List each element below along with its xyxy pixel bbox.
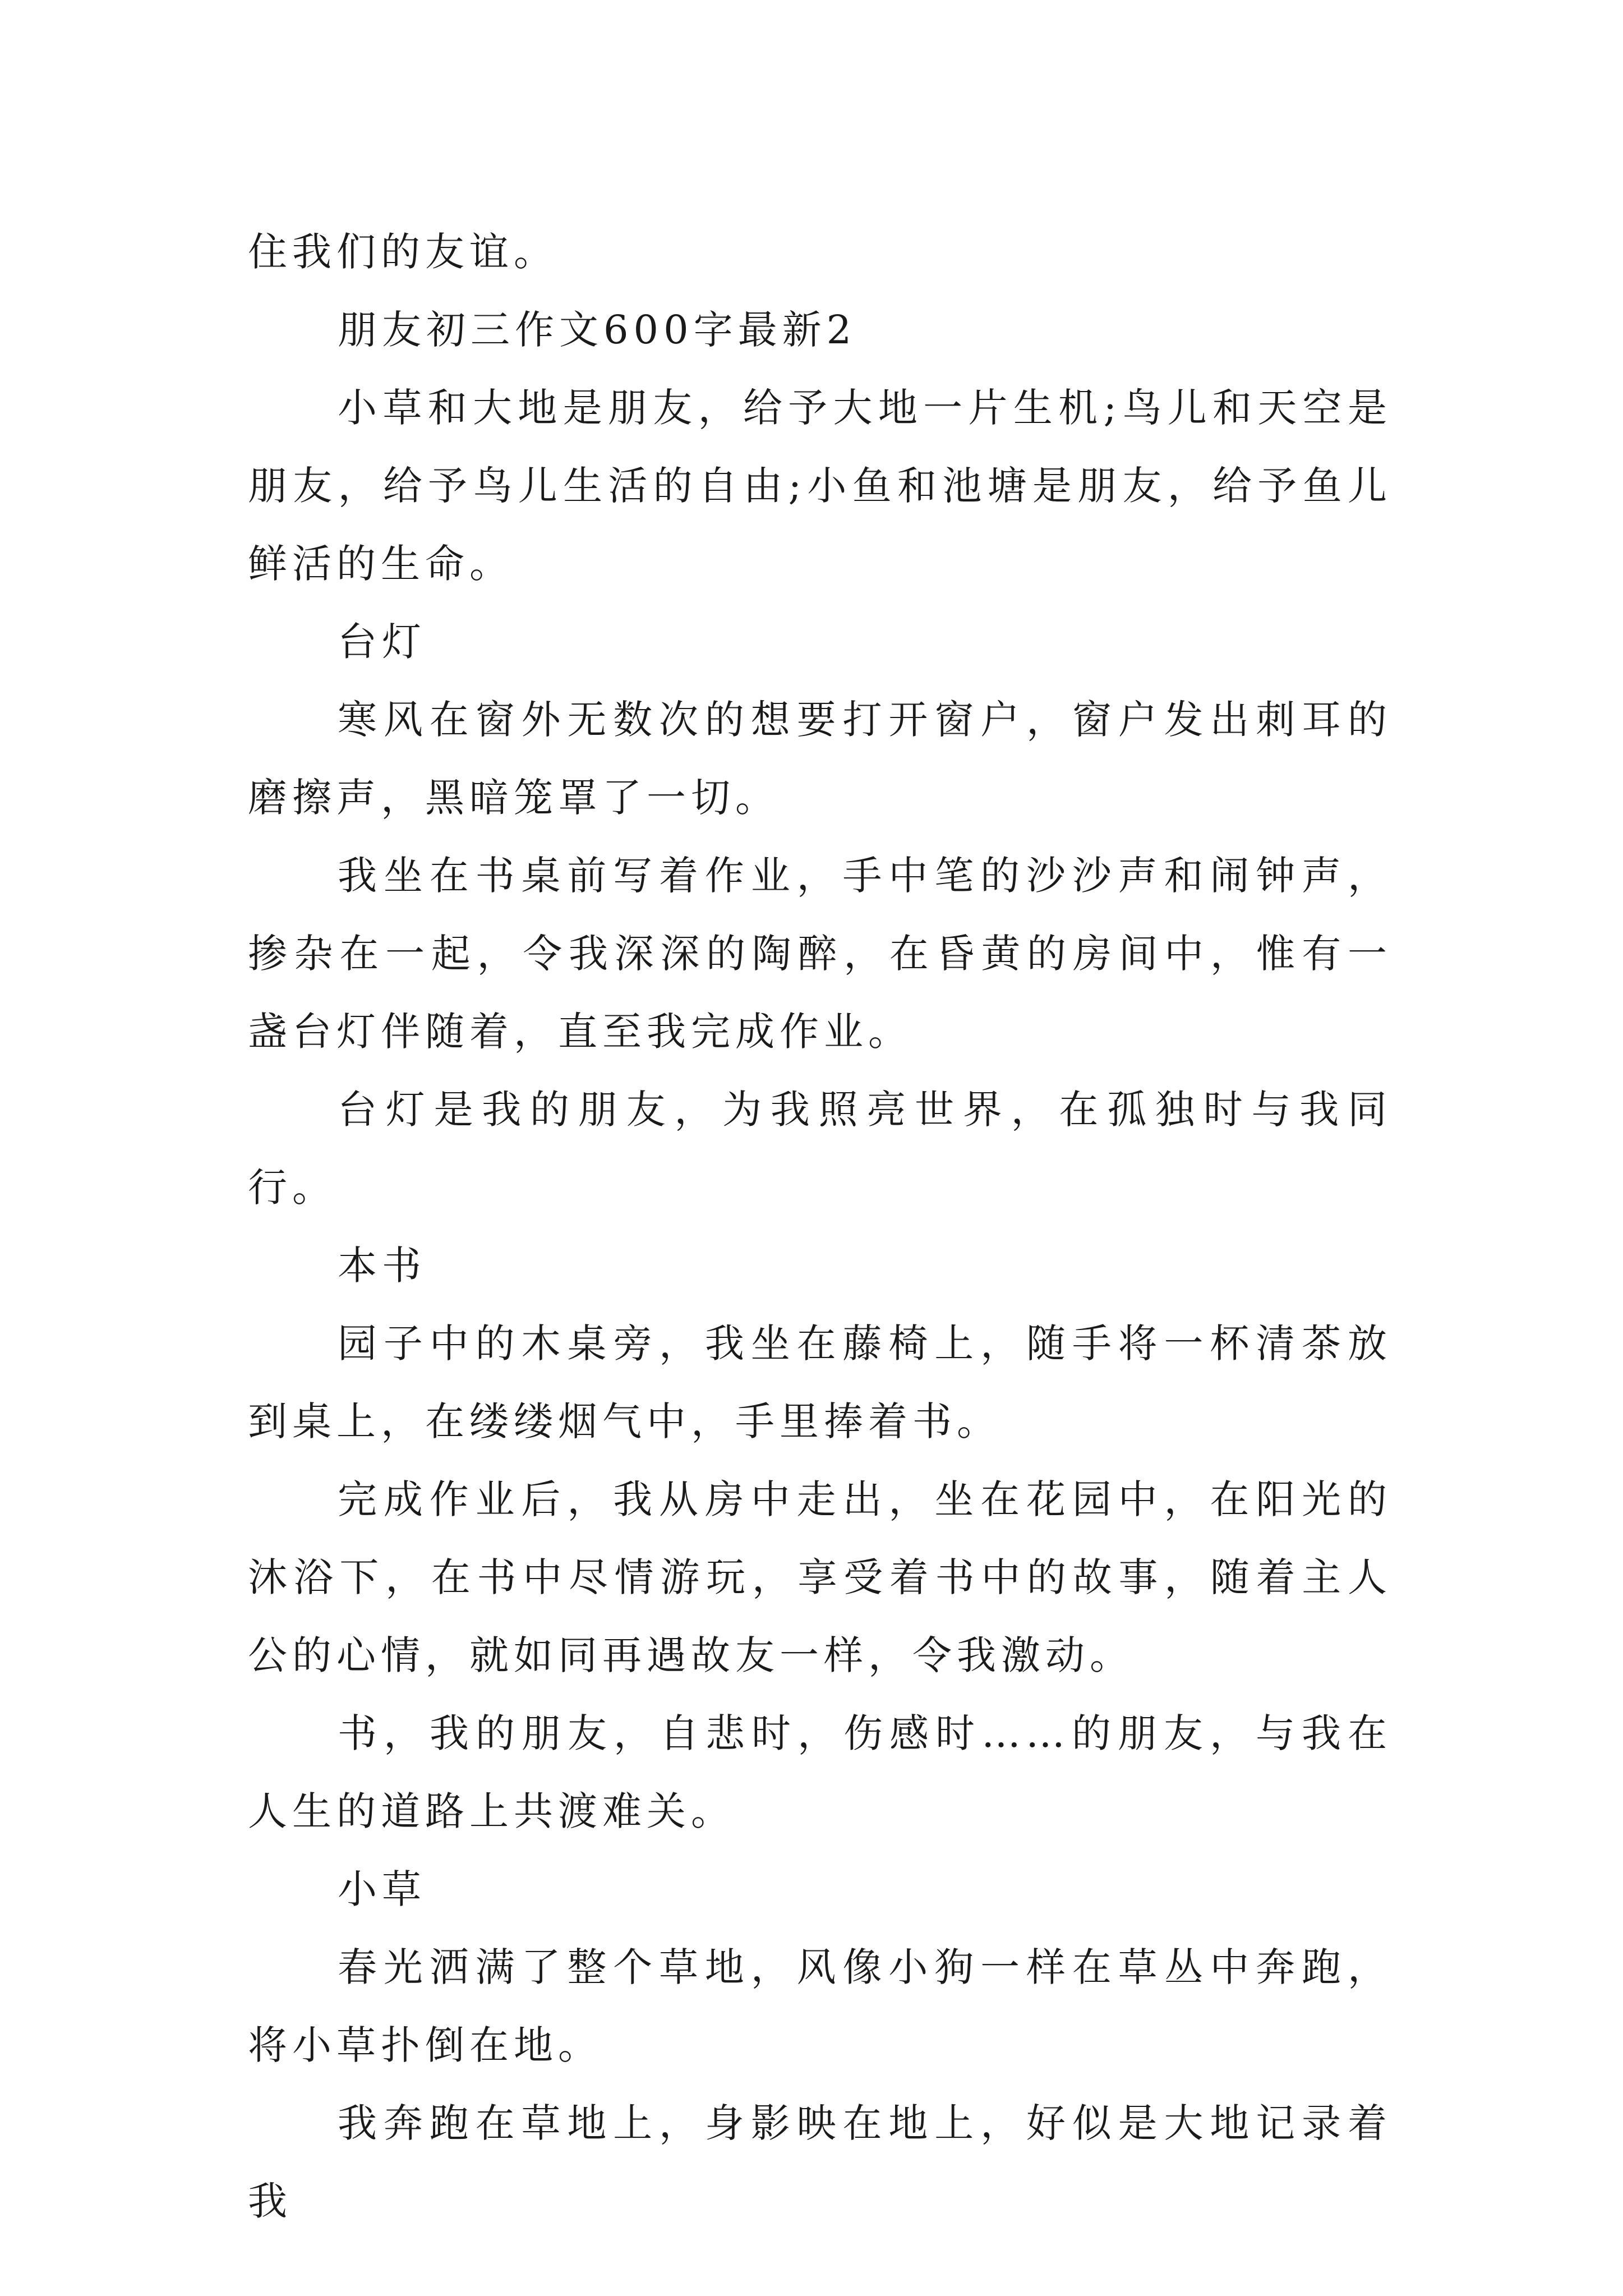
paragraph-lamp-1: 寒风在窗外无数次的想要打开窗户，窗户发出刺耳的磨擦声，黑暗笼罩了一切。 [248, 697, 1392, 821]
paragraph-intro: 小草和大地是朋友，给予大地一片生机;鸟儿和天空是朋友，给予鸟儿生活的自由;小鱼和池塘是朋友，给予鱼儿鲜活的生命。 [248, 385, 1392, 587]
paragraph-book-3: 书，我的朋友，自悲时，伤感时……的朋友，与我在人生的道路上共渡难关。 [248, 1710, 1392, 1834]
paragraph-grass-2: 我奔跑在草地上，身影映在地上，好似是大地记录着我 [248, 2100, 1392, 2224]
paragraph-book-1: 园子中的木桌旁，我坐在藤椅上，随手将一杯清茶放到桌上，在缕缕烟气中，手里捧着书。 [248, 1320, 1392, 1444]
section-heading-book: 本书 [338, 1243, 426, 1289]
document-body [248, 213, 1392, 2240]
paragraph-lamp-2: 我坐在书桌前写着作业，手中笔的沙沙声和闹钟声，掺杂在一起，令我深深的陶醉，在昏黄的房间中，惟有一盏台灯伴随着，直至我完成作业。 [248, 853, 1392, 1055]
essay-title: 朋友初三作文600字最新2 [338, 307, 857, 353]
paragraph-lamp-3: 台灯是我的朋友，为我照亮世界，在孤独时与我同行。 [248, 1087, 1392, 1211]
paragraph-continuation: 住我们的友谊。 [248, 229, 558, 275]
paragraph-book-2: 完成作业后，我从房中走出，坐在花园中，在阳光的沐浴下，在书中尽情游玩，享受着书中的故事，随着主人公的心情，就如同再遇故友一样，令我激动。 [248, 1476, 1392, 1678]
section-heading-grass: 小草 [338, 1866, 426, 1912]
section-heading-lamp: 台灯 [338, 619, 426, 665]
paragraph-grass-1: 春光洒满了整个草地，风像小狗一样在草丛中奔跑，将小草扑倒在地。 [248, 1944, 1392, 2068]
